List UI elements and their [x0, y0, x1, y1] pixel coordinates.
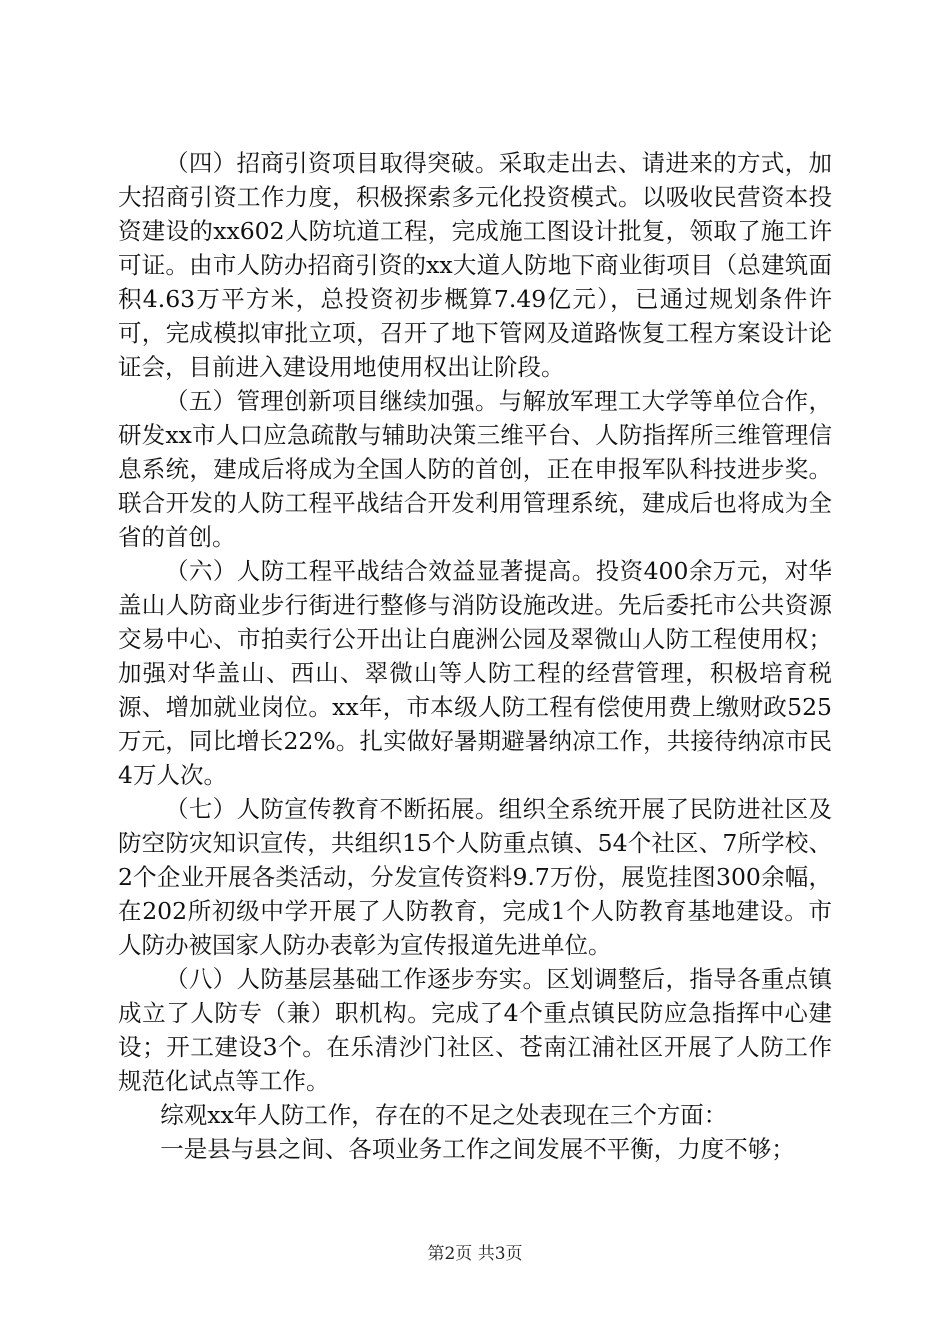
- paragraph-peacetime-wartime-benefit: （六）人防工程平战结合效益显著提高。投资400余万元，对华盖山人防商业步行街进行整修与消防设施改进。先后委托市公共资源交易中心、市拍卖行公开出让白鹿洲公园及翠微山人防工程使用权；加强对华盖山、西山、翠微山等人防工程的经营管理，积极培育税源、增加就业岗位。xx年，市本级人防工程有偿使用费上缴财政525万元，同比增长22%。扎实做好暑期避暑纳凉工作，共接待纳凉市民4万人次。: [118, 557, 832, 789]
- page-number-footer: 第2页 共3页: [427, 1244, 523, 1264]
- paragraph-summary-intro: 综观xx年人防工作，存在的不足之处表现在三个方面：: [160, 1101, 728, 1129]
- paragraph-grassroots-work: （八）人防基层基础工作逐步夯实。区划调整后，指导各重点镇成立了人防专（兼）职机构。完成了4个重点镇民防应急指挥中心建设；开工建设3个。在乐清沙门社区、苍南江浦社区开展了人防工作规范化试点等工作。: [118, 965, 832, 1095]
- document-body: [118, 146, 832, 1166]
- paragraph-shortcoming-one: 一是县与县之间、各项业务工作之间发展不平衡，力度不够；: [160, 1135, 795, 1163]
- paragraph-publicity-education: （七）人防宣传教育不断拓展。组织全系统开展了民防进社区及防空防灾知识宣传，共组织15个人防重点镇、54个社区、7所学校、2个企业开展各类活动，分发宣传资料9.7万份，展览挂图300余幅，在202所初级中学开展了人防教育，完成1个人防教育基地建设。市人防办被国家人防办表彰为宣传报道先进单位。: [118, 795, 832, 959]
- paragraph-investment-attraction: （四）招商引资项目取得突破。采取走出去、请进来的方式，加大招商引资工作力度，积极探索多元化投资模式。以吸收民营资本投资建设的xx602人防坑道工程，完成施工图设计批复，领取了施工许可证。由市人防办招商引资的xx大道人防地下商业街项目（总建筑面积4.63万平方米，总投资初步概算7.49亿元），已通过规划条件许可，完成模拟审批立项，召开了地下管网及道路恢复工程方案设计论证会，目前进入建设用地使用权出让阶段。: [118, 149, 832, 381]
- paragraph-management-innovation: （五）管理创新项目继续加强。与解放军理工大学等单位合作，研发xx市人口应急疏散与辅助决策三维平台、人防指挥所三维管理信息系统，建成后将成为全国人防的首创，正在申报军队科技进步奖。联合开发的人防工程平战结合开发利用管理系统，建成后也将成为全省的首创。: [118, 387, 832, 551]
